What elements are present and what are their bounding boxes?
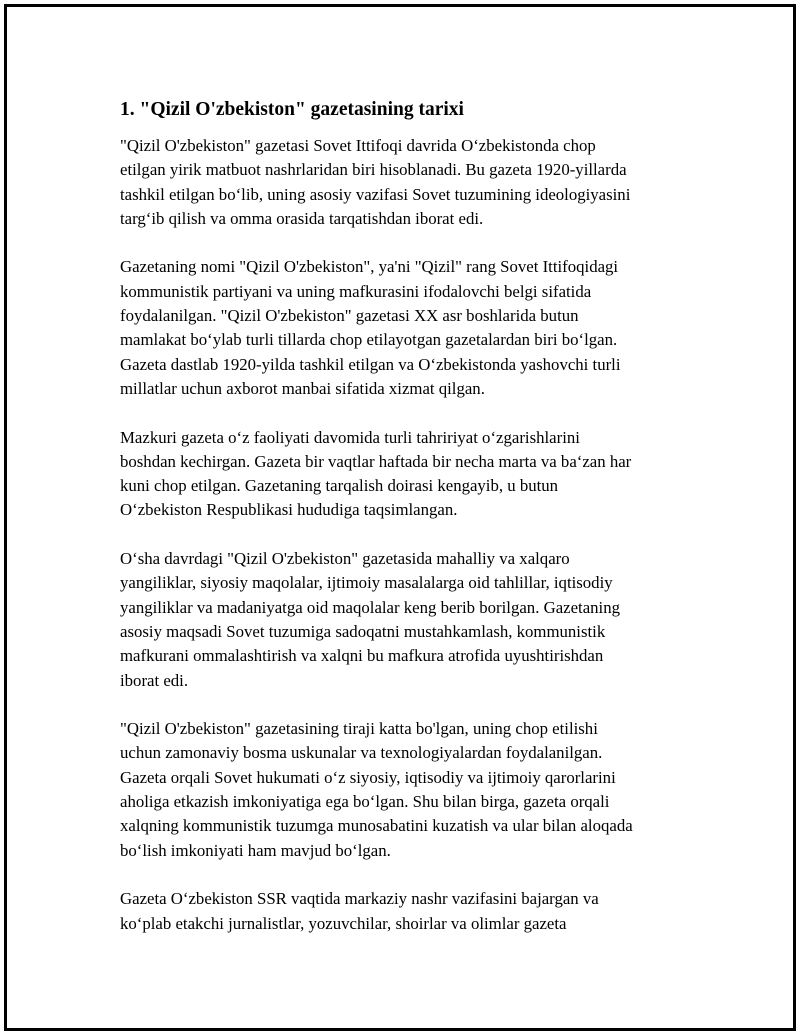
paragraph-5 (120, 717, 700, 863)
text-line: foydalanilgan. "Qizil O'zbekiston" gazetasi XX asr boshlarida butun (120, 306, 579, 326)
paragraph-4 (120, 547, 700, 693)
text-line: Gazetaning nomi "Qizil O'zbekiston", ya'ni "Qizil" rang Sovet Ittifoqidagi (120, 257, 619, 277)
text-line: kuni chop etilgan. Gazetaning tarqalish doirasi kengayib, u butun (120, 476, 559, 496)
text-line: Gazeta orqali Sovet hukumati o‘z siyosiy, iqtisodiy va ijtimoiy qarorlarini (120, 767, 616, 787)
text-line: O‘sha davrdagi "Qizil O'zbekiston" gazetasida mahalliy va xalqaro (120, 549, 570, 569)
text-line: xalqning kommunistik tuzumga munosabatini kuzatish va ular bilan aloqada (120, 816, 633, 836)
text-line: uchun zamonaviy bosma uskunalar va texnologiyalardan foydalanilgan. (120, 743, 603, 763)
text-line: millatlar uchun axborot manbai sifatida xizmat qilgan. (120, 378, 485, 398)
text-line: Gazeta dastlab 1920-yilda tashkil etilgan va O‘zbekistonda yashovchi turli (120, 354, 621, 374)
page-frame (4, 4, 796, 1031)
text-line: Mazkuri gazeta o‘z faoliyati davomida turli tahririyat o‘zgarishlarini (120, 427, 580, 447)
paragraph-6 (120, 887, 700, 936)
text-line: yangiliklar, siyosiy maqolalar, ijtimoiy masalalarga oid tahlillar, iqtisodiy (120, 573, 613, 593)
paragraph-2 (120, 255, 700, 401)
text-line: "Qizil O'zbekiston" gazetasi Sovet Ittifoqi davrida O‘zbekistonda chop (120, 136, 596, 155)
text-line: Gazeta O‘zbekiston SSR vaqtida markaziy nashr vazifasini bajargan va (120, 889, 599, 909)
text-line: iborat edi. (120, 670, 189, 690)
section-heading: 1. "Qizil O'zbekiston" gazetasining tarixi (120, 99, 464, 120)
text-line: aholiga etkazish imkoniyatiga ega bo‘lgan. Shu bilan birga, gazeta orqali (120, 792, 610, 812)
text-line: asosiy maqsadi Sovet tuzumiga sadoqatni mustahkamlash, kommunistik (120, 621, 606, 641)
text-line: O‘zbekiston Respublikasi hududiga taqsimlangan. (120, 500, 458, 520)
document-body (120, 98, 700, 960)
text-line: boshdan kechirgan. Gazeta bir vaqtlar haftada bir necha marta va ba‘zan har (120, 451, 632, 471)
text-line: yangiliklar va madaniyatga oid maqolalar keng berib borilgan. Gazetaning (120, 597, 620, 617)
text-line: mafkurani ommalashtirish va xalqni bu mafkura atrofida uyushtirishdan (120, 646, 604, 666)
text-line: kommunistik partiyani va uning mafkurasini ifodalovchi belgi sifatida (120, 281, 592, 301)
text-line: etilgan yirik matbuot nashrlaridan biri hisoblanadi. Bu gazeta 1920-yillarda (120, 160, 627, 180)
paragraph-3 (120, 426, 700, 523)
text-line: "Qizil O'zbekiston" gazetasining tiraji katta bo'lgan, uning chop etilishi (120, 719, 598, 739)
text-line: ko‘plab etakchi jurnalistlar, yozuvchilar, shoirlar va olimlar gazeta (120, 913, 567, 933)
text-line: targ‘ib qilish va omma orasida tarqatishdan iborat edi. (120, 208, 484, 228)
text-line: mamlakat bo‘ylab turli tillarda chop etilayotgan gazetalardan biri bo‘lgan. (120, 330, 618, 350)
paragraph-1 (120, 134, 700, 231)
text-line: bo‘lish imkoniyati ham mavjud bo‘lgan. (120, 840, 391, 860)
text-line: tashkil etilgan bo‘lib, uning asosiy vazifasi Sovet tuzumining ideologiyasini (120, 184, 631, 204)
